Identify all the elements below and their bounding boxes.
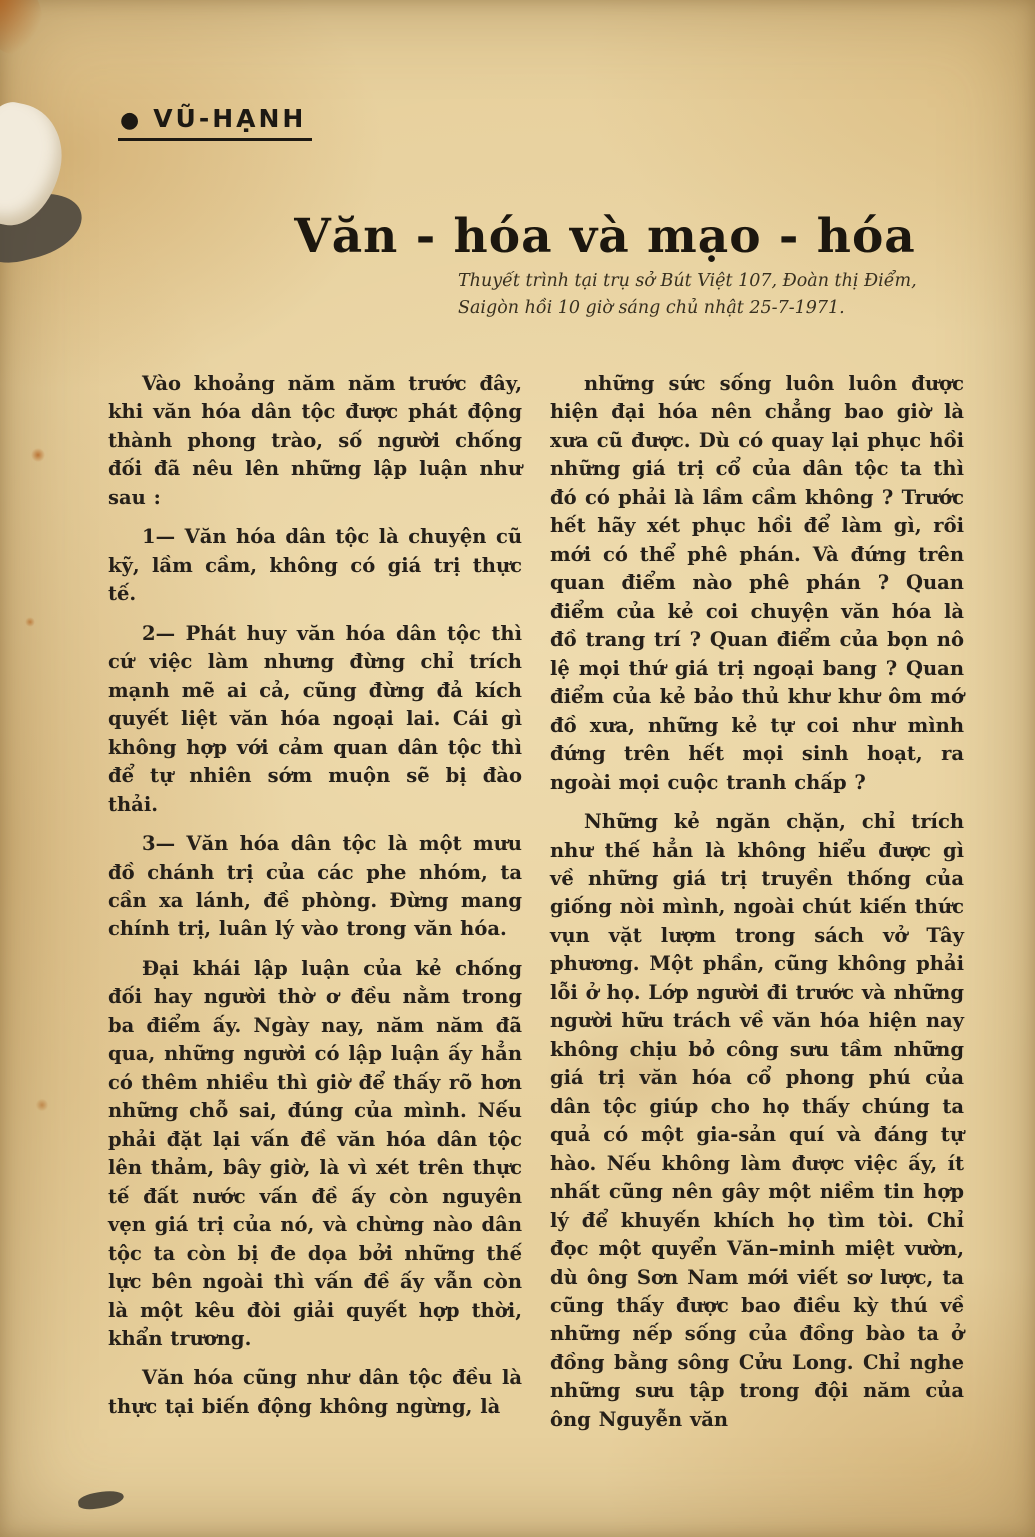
- author-name: VŨ-HẠNH: [153, 104, 307, 133]
- paragraph: Vào khoảng năm năm trước đây, khi văn hóa dân tộc được phát động thành phong trào, số người chống đối đã nêu lên những lập luận như sau :: [108, 372, 522, 509]
- bullet-icon: ●: [120, 108, 140, 133]
- paragraph: Những kẻ ngăn chặn, chỉ trích như thế hẳn là không hiểu được gì về những giá trị truyền thống của giống nòi mình, ngoài chút kiến thức vụn vặt lượm trong sách vở Tây phương. Một phần, cũng không phải lỗi ở họ. Lớp người đi trước và những người hữu trách về văn hóa hiện nay không chịu bỏ công sưu tầm những giá trị văn hóa cổ phong phú của dân tộc giúp cho họ thấy chúng ta quả có một gia-sản quí và đáng tự hào. Nếu không làm được việc ấy, ít nhất cũng nên gây một niềm tin hợp lý để khuyến khích họ tìm tòi. Chỉ đọc một quyển Văn–minh miệt vườn, dù ông Sơn Nam mới viết sơ lược, ta cũng thấy được bao điều kỳ thú về những nếp sống của đồng bào ta ở đồng bằng sông Cửu Long. Chỉ nghe những sưu tập trong đội năm của ông Nguyễn văn: [550, 810, 964, 1431]
- subtitle-line-1: Thuyết trình tại trụ sở Bút Việt 107, Đoàn thị Điểm,: [458, 271, 917, 291]
- article-body: [108, 370, 964, 1445]
- paragraph-point-2: 2— Phát huy văn hóa dân tộc thì cứ việc làm nhưng đừng chỉ trích mạnh mẽ ai cả, cũng đừng đả kích quyết liệt văn hóa ngoại lai. Cái gì không hợp với cảm quan dân tộc thì để tự nhiên sớm muộn sẽ bị đào thải.: [108, 621, 522, 816]
- paragraph-point-3: 3— Văn hóa dân tộc là một mưu đồ chánh trị của các phe nhóm, ta cần xa lánh, đề phòng. Đừng mang chính trị, luân lý vào trong văn hóa.: [108, 832, 522, 941]
- subtitle-line-2: Saigòn hồi 10 giờ sáng chủ nhật 25-7-1971.: [458, 298, 845, 319]
- paragraph: Văn hóa cũng như dân tộc đều là thực tại biến động không ngừng, là: [108, 1366, 522, 1418]
- corner-stain: [0, 0, 42, 54]
- paragraph: những sức sống luôn luôn được hiện đại hóa nên chẳng bao giờ là xưa cũ được. Dù có quay lại phục hồi những giá trị cổ của dân tộc ta thì đó có phải là lầm cầm không ? Trước hết hãy xét phục hồi để làm gì, rồi mới có thể phê phán. Và đứng trên quan điểm nào phê phán ? Quan điểm của kẻ coi chuyện văn hóa là đồ trang trí ? Quan điểm của bọn nô lệ mọi thứ giá trị ngoại bang ? Quan điểm của kẻ bảo thủ khư khư ôm mớ đồ xưa, những kẻ tự coi như mình đứng trên hết mọi sinh hoạt, ra ngoài mọi cuộc tranh chấp ?: [550, 372, 964, 794]
- right-column: [550, 370, 964, 1445]
- left-column: [108, 370, 522, 1445]
- paragraph-point-1: 1— Văn hóa dân tộc là chuyện cũ kỹ, lầm cầm, không có giá trị thực tế.: [108, 525, 522, 606]
- page-curl-mark: [77, 1489, 125, 1511]
- article-title: Văn - hóa và mạo - hóa: [294, 209, 916, 265]
- article-subtitle: [458, 268, 938, 322]
- author-byline: [118, 104, 312, 141]
- paragraph: Đại khái lập luận của kẻ chống đối hay người thờ ơ đều nằm trong ba điểm ấy. Ngày nay, năm năm đã qua, những người có lập luận ấy hẳn có thêm nhiều thì giờ để thấy rõ hơn những chỗ sai, đúng của mình. Nếu phải đặt lại vấn đề văn hóa dân tộc lên thảm, bây giờ, là vì xét trên thực tế đất nước vấn đề ấy còn nguyên vẹn giá trị của nó, và chừng nào dân tộc ta còn bị đe dọa bởi những thế lực bên ngoài thì vấn đề ấy vẫn còn là một kêu đòi giải quyết hợp thời, khẩn trương.: [108, 956, 522, 1350]
